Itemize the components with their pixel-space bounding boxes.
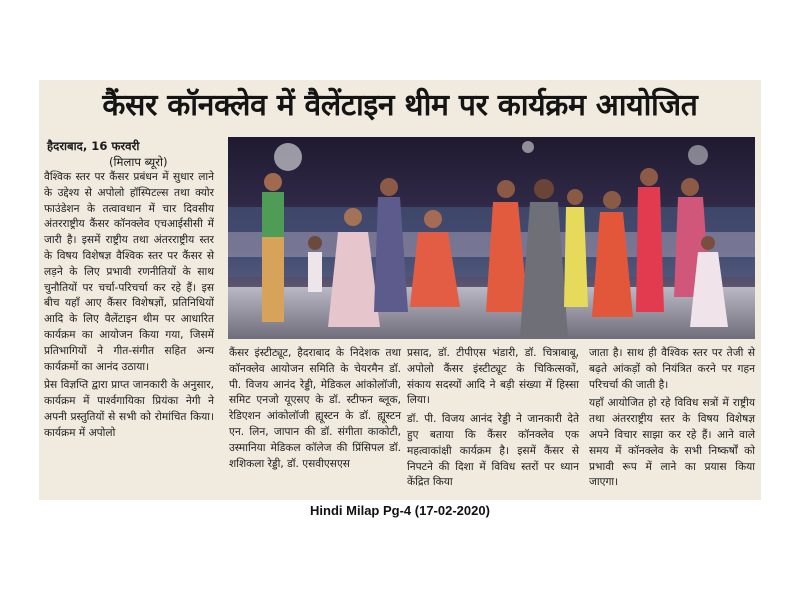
article-dateline: हैदराबाद, 16 फरवरी xyxy=(47,139,140,153)
column-4-paragraph-2: यहाँ आयोजित हो रहे विविध सत्रों में राष्ट्रीय तथा अंतरराष्ट्रीय स्तर के विषय विशेषज्ञ अपने विचार साझा कर रहे हैं। आने वाले समय में कॉनक्लेव के सभी निष्कर्षों को प्रभावी रूप में लाने का प्रयास किया जाएगा। xyxy=(589,397,755,489)
article-column-2 xyxy=(229,346,401,475)
column-3-paragraph-2: डॉ. पी. विजय आनंद रेड्डी ने जानकारी देते हुए बताया कि कैंसर कॉनक्लेव एक महत्वाकांक्षी कार्यक्रम है। इसमें कैंसर से निपटने की दिशा में विविध स्तरों पर ध्यान केंद्रित किया xyxy=(407,413,579,489)
column-1-paragraph-2: प्रेस विज्ञप्ति द्वारा प्राप्त जानकारी के अनुसार, कार्यक्रम में पार्श्वगायिका प्रियंका नेगी ने अपनी प्रस्तुतियों से सभी को रोमांचित किया। कार्यक्रम में अपोलो xyxy=(44,379,214,439)
event-photo xyxy=(228,137,755,339)
clipping-caption: Hindi Milap Pg-4 (17-02-2020) xyxy=(310,503,490,518)
article-column-4 xyxy=(589,346,755,494)
column-2-paragraph-1: कैंसर इंस्टीट्यूट, हैदराबाद के निदेशक तथा कॉनक्लेव आयोजन समिति के चेयरमैन डॉ. पी. विजय आनंद रेड्डी, मेडिकल आंकोलॉजी, समिट एनजो यूएसए के डॉ. स्टीफन ब्लूक, रेडिएशन आंकोलॉजी ह्यूस्टन के डॉ. ह्यूस्टन एन. लिन, जापान की डॉ. संगीता काकोटी, उस्मानिया मेडिकल कॉलेज की प्रिंसिपल डॉ. शशिकला रेड्डी, डॉ. एसवीएसएस xyxy=(229,347,401,470)
newspaper-clipping xyxy=(39,80,761,500)
article-headline: कैंसर कॉनक्लेव में वैलेंटाइन थीम पर कार्यक्रम आयोजित xyxy=(102,88,698,123)
article-column-1 xyxy=(44,170,214,445)
article-column-3 xyxy=(407,346,579,494)
column-3-paragraph-1: प्रसाद, डॉ. टीपीएस भंडारी, डॉ. चित्राबाबू, अपोलो कैंसर इंस्टीट्यूट के चिकित्सकों, संकाय सदस्यों आदि ने बड़ी संख्या में हिस्सा लिया। xyxy=(407,347,579,407)
article-bureau: (मिलाप ब्यूरो) xyxy=(109,155,168,169)
column-1-paragraph-1: वैश्विक स्तर पर कैंसर प्रबंधन में सुधार लाने के उद्देश्य से अपोलो हॉस्पिटल्स तथा क्योर फाउंडेशन के तत्वावधान में चार दिवसीय अंतरराष्ट्रीय कैंसर कॉनक्लेव एचआईसीसी में जारी है। इसमें राष्ट्रीय तथा अंतरराष्ट्रीय स्तर के विषय विशेषज्ञ वैश्विक स्तर पर कैंसर से लड़ने के लिए प्रभावी रणनीतियों के साथ चुनौतियों पर चर्चा-परिचर्चा कर रहे हैं। इस बीच यहाँ आए कैंसर विशेषज्ञों, प्रतिनिधियों आदि के लिए वैलेंटाइन थीम पर आधारित कार्यक्रम का आयोजन किया गया, जिसमें प्रतिभागियों ने गीत-संगीत सहित अन्य कार्यक्रमों का आनंद उठाया। xyxy=(44,171,214,373)
column-4-paragraph-1: जाता है। साथ ही वैश्विक स्तर पर तेजी से बढ़ते आंकड़ों को नियंत्रित करने पर गहन परिचर्चा की जाती है। xyxy=(589,347,755,391)
